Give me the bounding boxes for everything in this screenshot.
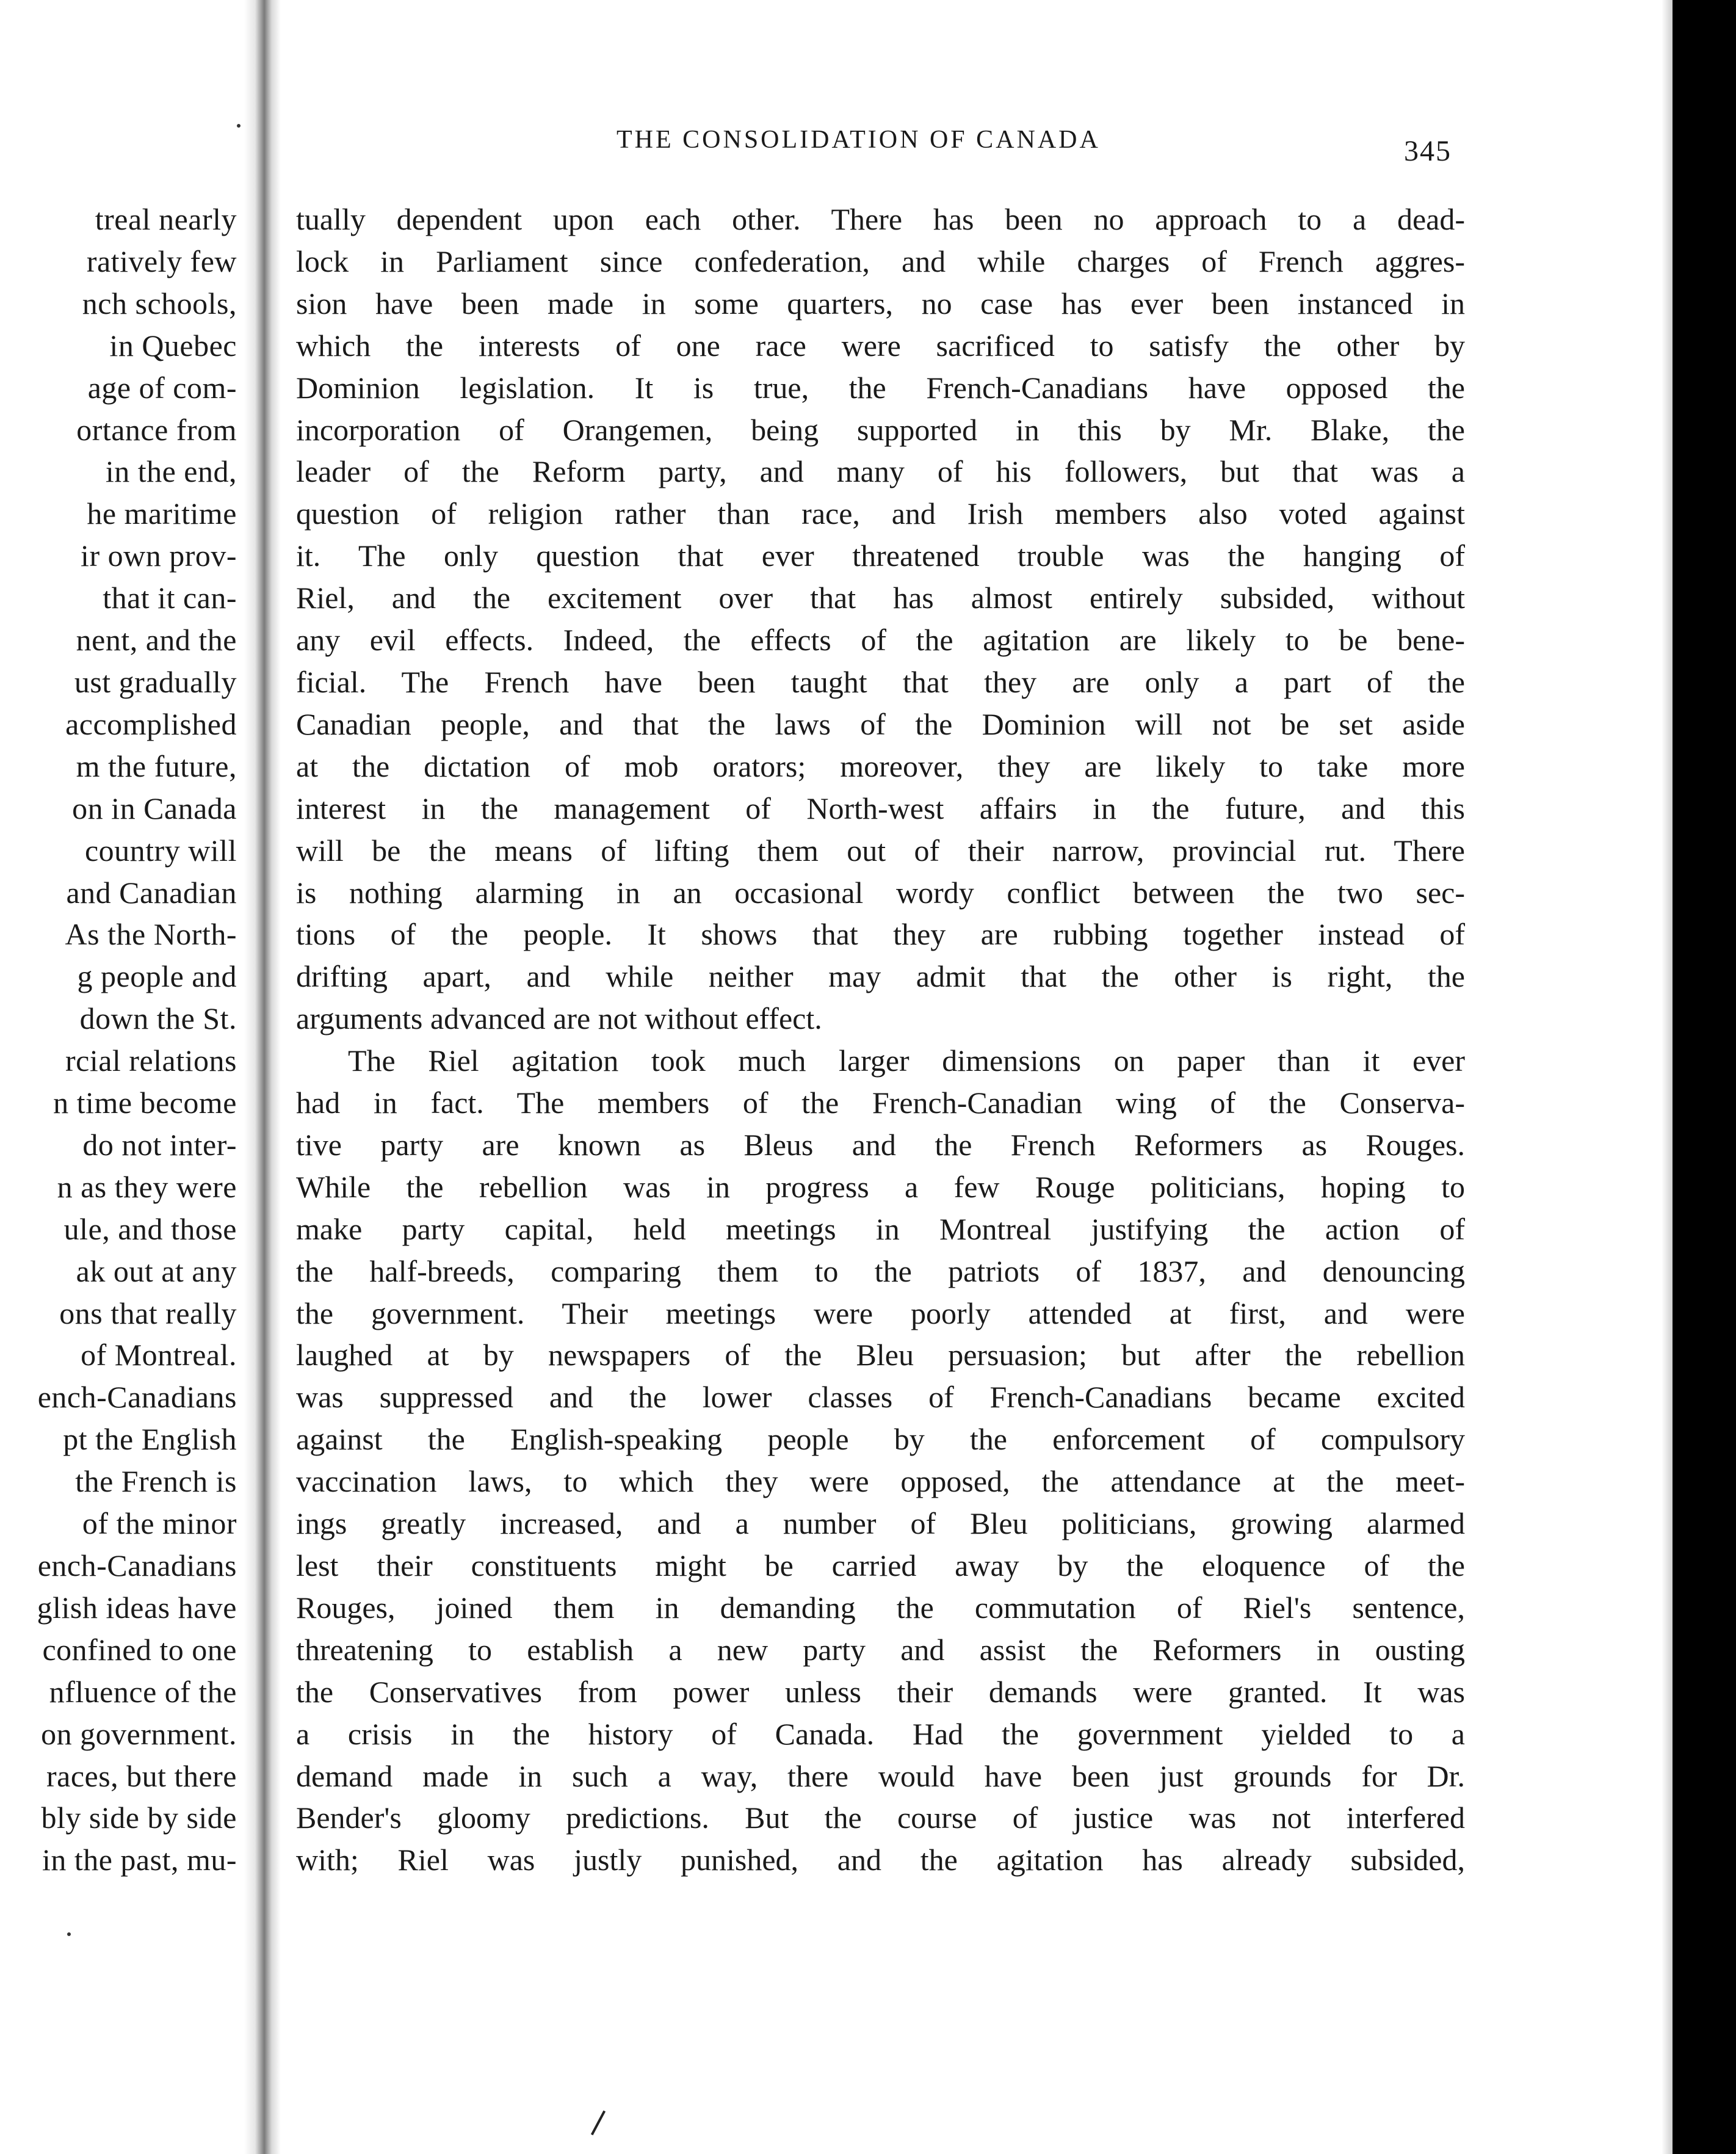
- previous-page-line: ratively few: [86, 244, 237, 278]
- previous-page-line: treal nearly: [95, 202, 237, 236]
- previous-page-line: nfluence of the: [49, 1674, 237, 1709]
- text-line: Canadian people, and that the laws of the Dominion will not be set aside: [296, 706, 1465, 741]
- text-line: interest in the management of North-west affairs in the future, and this: [296, 791, 1465, 825]
- previous-page-text: [37, 198, 237, 1881]
- text-line: had in fact. The members of the French-Canadian wing of the Conserva-: [296, 1086, 1465, 1120]
- print-speck: [67, 1932, 71, 1936]
- book-gutter: [244, 0, 281, 2154]
- running-head: THE CONSOLIDATION OF CANADA: [617, 126, 1101, 154]
- previous-page-line: in the past, mu-: [42, 1843, 237, 1877]
- text-line: was suppressed and the lower classes of French-Canadians became excited: [296, 1380, 1465, 1415]
- previous-page-line: As the North-: [65, 917, 237, 952]
- previous-page-line: bly side by side: [41, 1800, 237, 1835]
- previous-page-line: accomplished: [65, 706, 237, 741]
- previous-page-line: glish ideas have: [37, 1590, 237, 1625]
- previous-page-line: ir own prov-: [81, 538, 237, 573]
- text-line: While the rebellion was in progress a few Rouge politicians, hoping to: [296, 1169, 1465, 1204]
- text-line: threatening to establish a new party and assist the Reformers in ousting: [296, 1632, 1465, 1667]
- text-line: will be the means of lifting them out of their narrow, provincial rut. There: [296, 833, 1465, 868]
- text-line: demand made in such a way, there would have been just grounds for Dr.: [296, 1758, 1465, 1793]
- previous-page-line: ule, and those: [63, 1211, 237, 1246]
- previous-page-line: and Canadian: [66, 875, 237, 910]
- previous-page-line: m the future,: [76, 749, 237, 783]
- scan-border: [1673, 0, 1736, 2154]
- previous-page-line: ench-Canadians: [37, 1380, 237, 1415]
- text-line: laughed at by newspapers of the Bleu persuasion; but after the rebellion: [296, 1338, 1465, 1373]
- text-line: vaccination laws, to which they were opposed, the attendance at the meet-: [296, 1464, 1465, 1499]
- previous-page-line: down the St.: [79, 1001, 237, 1036]
- previous-page-line: in the end,: [105, 454, 237, 489]
- previous-page-line: the French is: [75, 1464, 237, 1499]
- text-line: at the dictation of mob orators; moreover, they are likely to take more: [296, 749, 1465, 783]
- previous-page-line: in Quebec: [109, 328, 237, 363]
- text-line: arguments advanced are not without effect.: [296, 1001, 822, 1036]
- text-line: incorporation of Orangemen, being supported in this by Mr. Blake, the: [296, 412, 1465, 447]
- text-line: tions of the people. It shows that they are rubbing together instead of: [296, 917, 1465, 952]
- previous-page-line: ons that really: [59, 1296, 237, 1330]
- previous-page-line: do not inter-: [82, 1127, 237, 1162]
- text-line: question of religion rather than race, and Irish members also voted against: [296, 496, 1465, 531]
- previous-page-line: on in Canada: [72, 791, 237, 825]
- previous-page-line: races, but there: [46, 1758, 237, 1793]
- text-line: Dominion legislation. It is true, the French-Canadians have opposed the: [296, 370, 1465, 405]
- text-line: it. The only question that ever threatened trouble was the hanging of: [296, 538, 1465, 573]
- text-line: Bender's gloomy predictions. But the course of justice was not interfered: [296, 1800, 1465, 1835]
- previous-page-line: of Montreal.: [81, 1338, 237, 1373]
- text-line: any evil effects. Indeed, the effects of the agitation are likely to be bene-: [296, 623, 1465, 658]
- previous-page-line: on government.: [41, 1716, 237, 1751]
- text-line: lest their constituents might be carried away by the eloquence of the: [296, 1548, 1465, 1583]
- text-line: the government. Their meetings were poorly attended at first, and were: [296, 1296, 1465, 1330]
- page-number: 345: [1404, 135, 1452, 167]
- previous-page-line: rcial relations: [65, 1043, 237, 1078]
- page-edge-shadow: [1662, 0, 1673, 2154]
- text-line: make party capital, held meetings in Montreal justifying the action of: [296, 1211, 1465, 1246]
- previous-page-line: country will: [84, 833, 237, 868]
- previous-page-line: nent, and the: [76, 623, 237, 658]
- text-line: is nothing alarming in an occasional wordy conflict between the two sec-: [296, 875, 1465, 910]
- text-line: The Riel agitation took much larger dimensions on paper than it ever: [348, 1043, 1465, 1078]
- text-line: tually dependent upon each other. There has been no approach to a dead-: [296, 202, 1465, 236]
- previous-page-line: n as they were: [57, 1169, 237, 1204]
- text-line: with; Riel was justly punished, and the agitation has already subsided,: [296, 1843, 1465, 1877]
- previous-page-line: pt the English: [63, 1422, 237, 1457]
- text-line: tive party are known as Bleus and the French Reformers as Rouges.: [296, 1127, 1465, 1162]
- previous-page-line: age of com-: [87, 370, 237, 405]
- previous-page-line: n time become: [53, 1086, 237, 1120]
- previous-page-line: of the minor: [82, 1506, 237, 1541]
- text-line: Riel, and the excitement over that has almost entirely subsided, without: [296, 581, 1465, 615]
- text-line: sion have been made in some quarters, no case has ever been instanced in: [296, 286, 1465, 321]
- previous-page-line: ust gradually: [74, 664, 237, 699]
- text-line: a crisis in the history of Canada. Had the government yielded to a: [296, 1716, 1465, 1751]
- text-line: which the interests of one race were sacrificed to satisfy the other by: [296, 328, 1465, 363]
- text-line: lock in Parliament since confederation, and while charges of French aggres-: [296, 244, 1465, 278]
- text-line: against the English-speaking people by the enforcement of compulsory: [296, 1422, 1465, 1457]
- print-speck: [237, 124, 241, 128]
- body-text: [296, 198, 1465, 1881]
- text-line: ings greatly increased, and a number of Bleu politicians, growing alarmed: [296, 1506, 1465, 1541]
- text-line: drifting apart, and while neither may admit that the other is right, the: [296, 959, 1465, 994]
- previous-page-fragment: [0, 0, 244, 2154]
- previous-page-line: g people and: [77, 959, 237, 994]
- text-line: ficial. The French have been taught that they are only a part of the: [296, 664, 1465, 699]
- previous-page-line: nch schools,: [82, 286, 237, 321]
- text-line: the half-breeds, comparing them to the patriots of 1837, and denouncing: [296, 1253, 1465, 1288]
- previous-page-line: ench-Canadians: [37, 1548, 237, 1583]
- previous-page-line: confined to one: [42, 1632, 237, 1667]
- previous-page-line: ortance from: [76, 412, 237, 447]
- text-line: leader of the Reform party, and many of his followers, but that was a: [296, 454, 1465, 489]
- previous-page-line: ak out at any: [76, 1253, 237, 1288]
- previous-page-line: he maritime: [87, 496, 237, 531]
- previous-page-line: that it can-: [103, 581, 237, 615]
- text-line: Rouges, joined them in demanding the commutation of Riel's sentence,: [296, 1590, 1465, 1625]
- text-line: the Conservatives from power unless their demands were granted. It was: [296, 1674, 1465, 1709]
